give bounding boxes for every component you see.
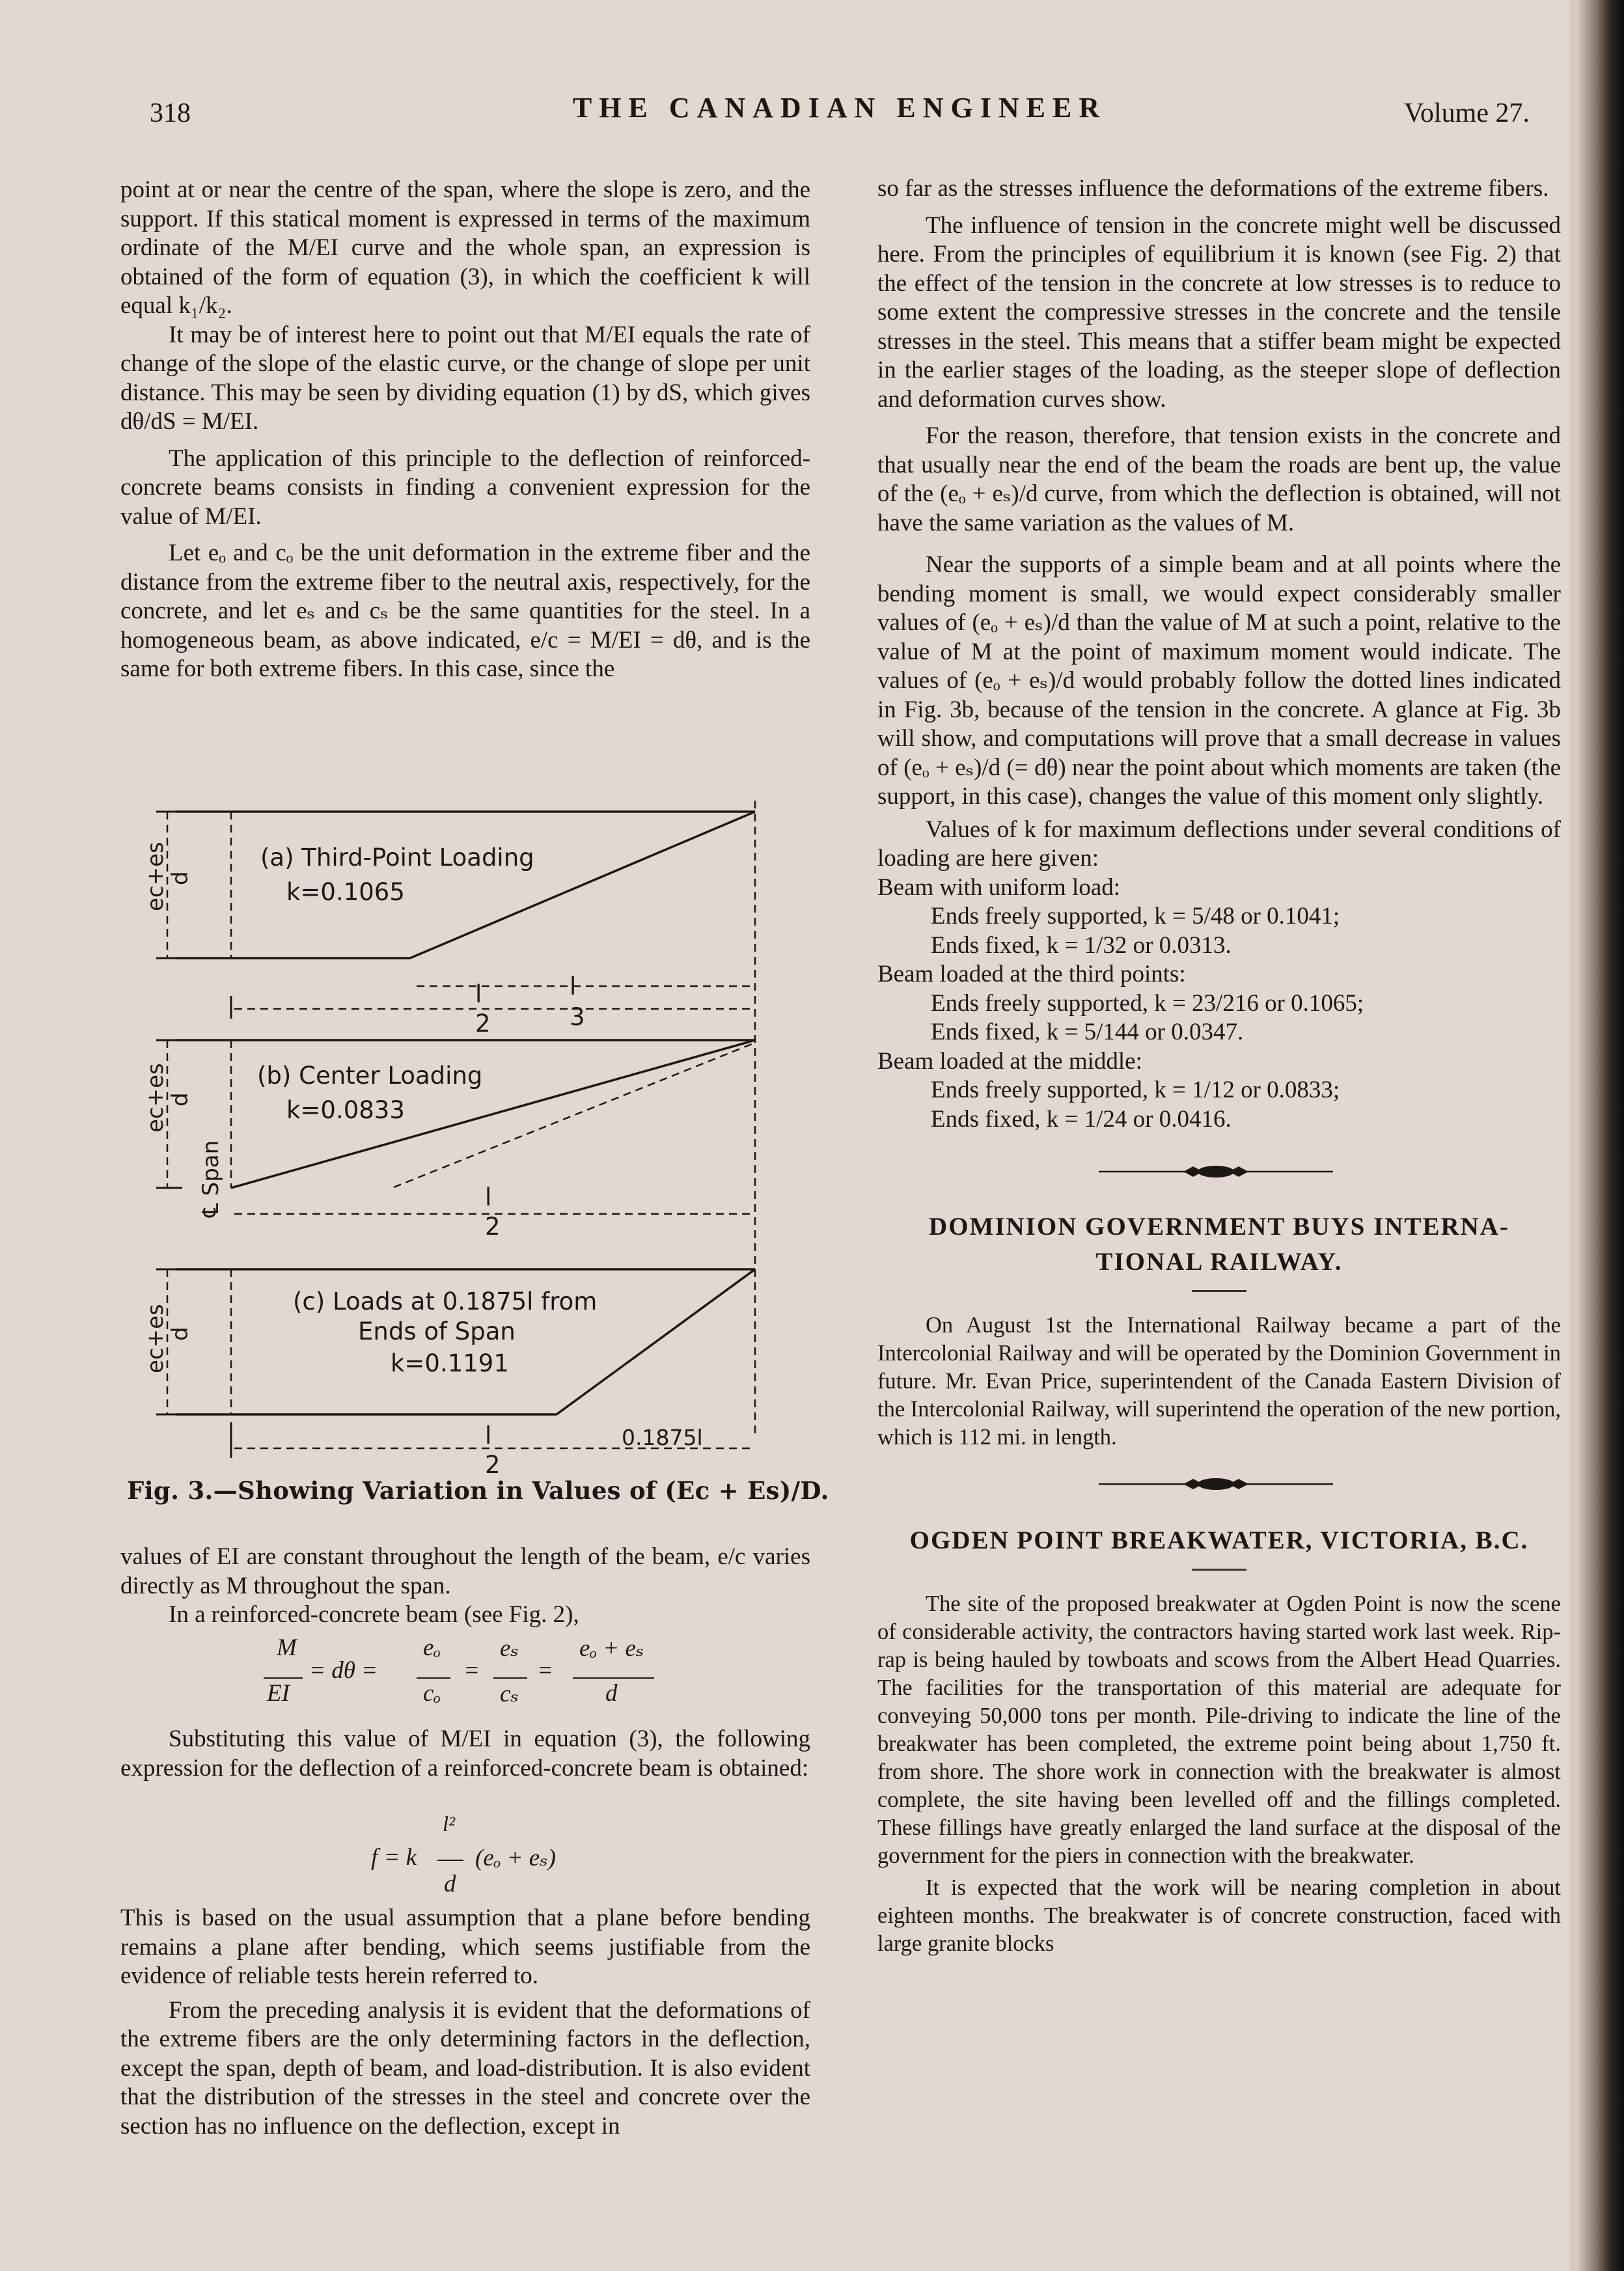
fig-dim-2: 2 (485, 1213, 501, 1241)
figure-3 (120, 768, 817, 1523)
page-header (150, 91, 1530, 143)
left-column-bottom-2 (120, 1725, 810, 1783)
paragraph: Substituting this value of M/EI in equation (3), the following expression for the deflection of a reinforced-concrete beam is obtained: (120, 1726, 810, 1782)
list-item: Beam loaded at the third points: (877, 961, 1186, 987)
eq-num-sum: eₒ + eₛ (579, 1635, 644, 1662)
figure-3-diagram (120, 768, 817, 1504)
list-item: Ends fixed, k = 5/144 or 0.0347. (931, 1019, 1244, 1045)
heading-rule (1192, 1290, 1246, 1292)
eq-sum: (eₒ + eₛ) (475, 1845, 556, 1871)
eq-num-eo: eₒ (423, 1634, 441, 1661)
eq-den-co: cₒ (423, 1680, 441, 1707)
fig-dim-l: l (485, 1422, 492, 1450)
paragraph: Values of k for maximum deflections under several conditions of loading are here given: (877, 816, 1561, 872)
page-edge (1578, 0, 1624, 2271)
fraction-bar (573, 1677, 654, 1679)
fig-dim-l: l (475, 980, 482, 1008)
list-item: Ends fixed, k = 1/32 or 0.0313. (931, 931, 1232, 959)
list-item: Beam loaded at the middle: (877, 1047, 1142, 1075)
journal-title: THE CANADIAN ENGINEER (572, 92, 1107, 124)
fig-a-ylabel: ec+es (143, 842, 169, 911)
eq-equals: = (537, 1657, 553, 1684)
article-2-body: The site of the proposed breakwater at Ogden Point is now the scene of considerable activity, the contractors having started work last week. Rip-rap is being hauled by towboats and scows from the Albert Head Quarries. The facilities for the transportation of this material are adequate for conveying 50,000 tons per month. Pile-driving to indicate the line of the breakwater has been completed, the extreme point being about 1,750 ft. from shore. The shore work in connection with the breakwater is almost complete, the site having been levelled off and the fillings completed. These fillings have greatly enlarged the land surface at the disposal of the government for the piers in connection with the breakwater. (877, 1591, 1561, 1868)
paragraph: In a reinforced-concrete beam (see Fig. 2), (169, 1601, 579, 1628)
paragraph: The application of this principle to the deflection of reinforced-concrete beams consists in finding a convenient expression for the value of M/EI. (120, 445, 810, 530)
fraction-bar (264, 1677, 303, 1679)
fig-dim-2: 2 (475, 1010, 491, 1038)
fig-b-title: (b) Center Loading (257, 1062, 483, 1090)
fraction-bar (417, 1677, 450, 1679)
paragraph: For the reason, therefore, that tension exists in the concrete and that usually near the end of the beam the roads are bent up, the value of the (eₒ + eₛ)/d curve, from which the deflection is obtained, will not have the same variation as the values of M. (877, 422, 1561, 536)
article-1-heading-line1: DOMINION GOVERNMENT BUYS INTERNA- (929, 1213, 1509, 1241)
list-item: Ends freely supported, k = 5/48 or 0.1041; (931, 903, 1340, 929)
page-number: 318 (150, 98, 191, 128)
page-gutter-shadow (1569, 0, 1578, 2271)
eq-equals: = (463, 1657, 480, 1684)
paragraph: From the preceding analysis it is evident that the deformations of the extreme fibers are the only determining factors in the deflection, except the span, depth of beam, and load-distribution. It is also evident that the distribution of the stresses in the steel and concrete over the section has no influence on the deflection, except in (120, 1996, 810, 2140)
fig-c-yden: d (167, 1327, 193, 1341)
fig-dim-2: 2 (485, 1451, 501, 1479)
list-item: Ends freely supported, k = 1/12 or 0.0833; (931, 1077, 1340, 1103)
paragraph: so far as the stresses influence the deformations of the extreme fibers. (877, 175, 1549, 202)
fraction-bar (493, 1677, 527, 1679)
fraction-bar (437, 1860, 463, 1861)
fig-c-dim: 0.1875l (622, 1425, 703, 1450)
list-item: Ends fixed, k = 1/24 or 0.0416. (931, 1105, 1232, 1133)
fig-b-span-label: ℄ Span (198, 1140, 224, 1217)
fig-dim-l: l (485, 1183, 492, 1211)
fig-a-yden: d (167, 871, 193, 885)
fig-c-title-line2: Ends of Span (358, 1317, 516, 1345)
list-item: Beam with uniform load: (877, 874, 1121, 901)
paragraph: values of EI are constant throughout the length of the beam, e/c varies directly as M throughout the span. (120, 1543, 810, 1599)
article-2-heading: OGDEN POINT BREAKWATER, VICTORIA, B.C. (909, 1526, 1529, 1554)
fig-c-k: k=0.1191 (391, 1349, 509, 1377)
fig-dim-l: l (570, 972, 577, 1000)
fig-b-k: k=0.0833 (286, 1096, 405, 1124)
eq-d: d (444, 1871, 456, 1897)
paragraph: point at or near the centre of the span, where the slope is zero, and the support. If this statical moment is expressed in terms of the maximum ordinate of the M/EI curve and the whole span, an expression is obtained of the form of equation (3), in which the coefficient k will equal k₁/k₂. (120, 176, 810, 319)
section-ornament (877, 1471, 1561, 1497)
article-1-heading-line2: TIONAL RAILWAY. (1095, 1248, 1343, 1276)
fig-b-ylabel: ec+es (143, 1063, 169, 1133)
right-column (877, 174, 1561, 1958)
left-column-top (120, 176, 810, 684)
fig-c-title-line1: (c) Loads at 0.1875l from (293, 1287, 598, 1315)
article-2-body: It is expected that the work will be nearing completion in about eighteen months. The breakwater is of concrete construction, faced with large granite blocks (877, 1875, 1561, 1956)
article-1-body: On August 1st the International Railway became a part of the Intercolonial Railway and will be operated by the Dominion Government in future. Mr. Evan Price, superintendent of the Canada Eastern Division of the Intercolonial Railway, will superintend the operation of the new portion, which is 112 mi. in length. (877, 1313, 1561, 1450)
figure-caption: Fig. 3.—Showing Variation in Values of (Ec + Es)/D. (127, 1476, 829, 1505)
eq-num-es: eₛ (500, 1635, 519, 1662)
left-column-bottom-1 (120, 1543, 810, 1630)
paragraph: Near the supports of a simple beam and at all points where the bending moment is small, we would expect considerably smaller values of (eₒ + eₛ)/d than the value of M at such a point, relative to the value of M at the point of maximum moment would indicate. The values of (eₒ + eₛ)/d would probably follow the dotted lines indicated in Fig. 3b, because of the tension in the concrete. A glance at Fig. 3b will show, and computations will prove that a small decrease in values of (eₒ + eₛ)/d (= dθ) near the point about which moments are taken (the support, in this case), changes the value of this moment only slightly. (877, 551, 1561, 810)
heading-rule (1192, 1569, 1246, 1571)
k-values-list (877, 874, 1561, 1135)
fig-a-title: (a) Third-Point Loading (260, 844, 534, 872)
paragraph: Let eₒ and cₒ be the unit deformation in the extreme fiber and the distance from the extreme fiber to the neutral axis, respectively, for the concrete, and let eₛ and cₛ be the same quantities for the steel. In a homogeneous beam, as above indicated, e/c = M/EI = dθ, and is the same for both extreme fibers. In this case, since the (120, 540, 810, 682)
fig-a-k: k=0.1065 (286, 878, 405, 906)
fig-dim-3: 3 (570, 1003, 585, 1031)
list-item: Ends freely supported, k = 23/216 or 0.1065; (931, 989, 1364, 1017)
paragraph: This is based on the usual assumption that a plane before bending remains a plane after bending, which seems justifiable from the evidence of reliable tests herein referred to. (120, 1905, 810, 1989)
fig-c-ylabel: ec+es (143, 1304, 169, 1373)
eq-l-squared: l² (443, 1813, 456, 1836)
eq-d-theta: = dθ = (309, 1657, 378, 1684)
fig-b-yden: d (167, 1092, 193, 1107)
left-column-bottom-3 (120, 1904, 810, 2141)
eq-f-equals-k: f = k (371, 1844, 417, 1871)
eq-num-M: M (277, 1634, 297, 1661)
section-ornament (877, 1159, 1561, 1185)
eq-den-cs: cₛ (500, 1681, 519, 1707)
paragraph: It may be of interest here to point out that M/EI equals the rate of change of the slope of the elastic curve, or the change of slope per unit distance. This may be seen by dividing equation (1) by dS, which gives dθ/dS = M/EI. (120, 321, 810, 435)
volume-label: Volume 27. (1404, 98, 1530, 128)
eq-den-EI: EI (267, 1680, 290, 1707)
eq-den-d: d (605, 1680, 618, 1707)
paragraph: The influence of tension in the concrete might well be discussed here. From the principles of equilibrium it is known (see Fig. 2) that the effect of the tension in the concrete at low stresses is to reduce to some extent the compressive stresses in the concrete and the tensile stresses in the steel. This means that a stiffer beam might be expected in the earlier stages of the loading, as the steeper slope of deflection and deformation curves show. (877, 212, 1561, 413)
